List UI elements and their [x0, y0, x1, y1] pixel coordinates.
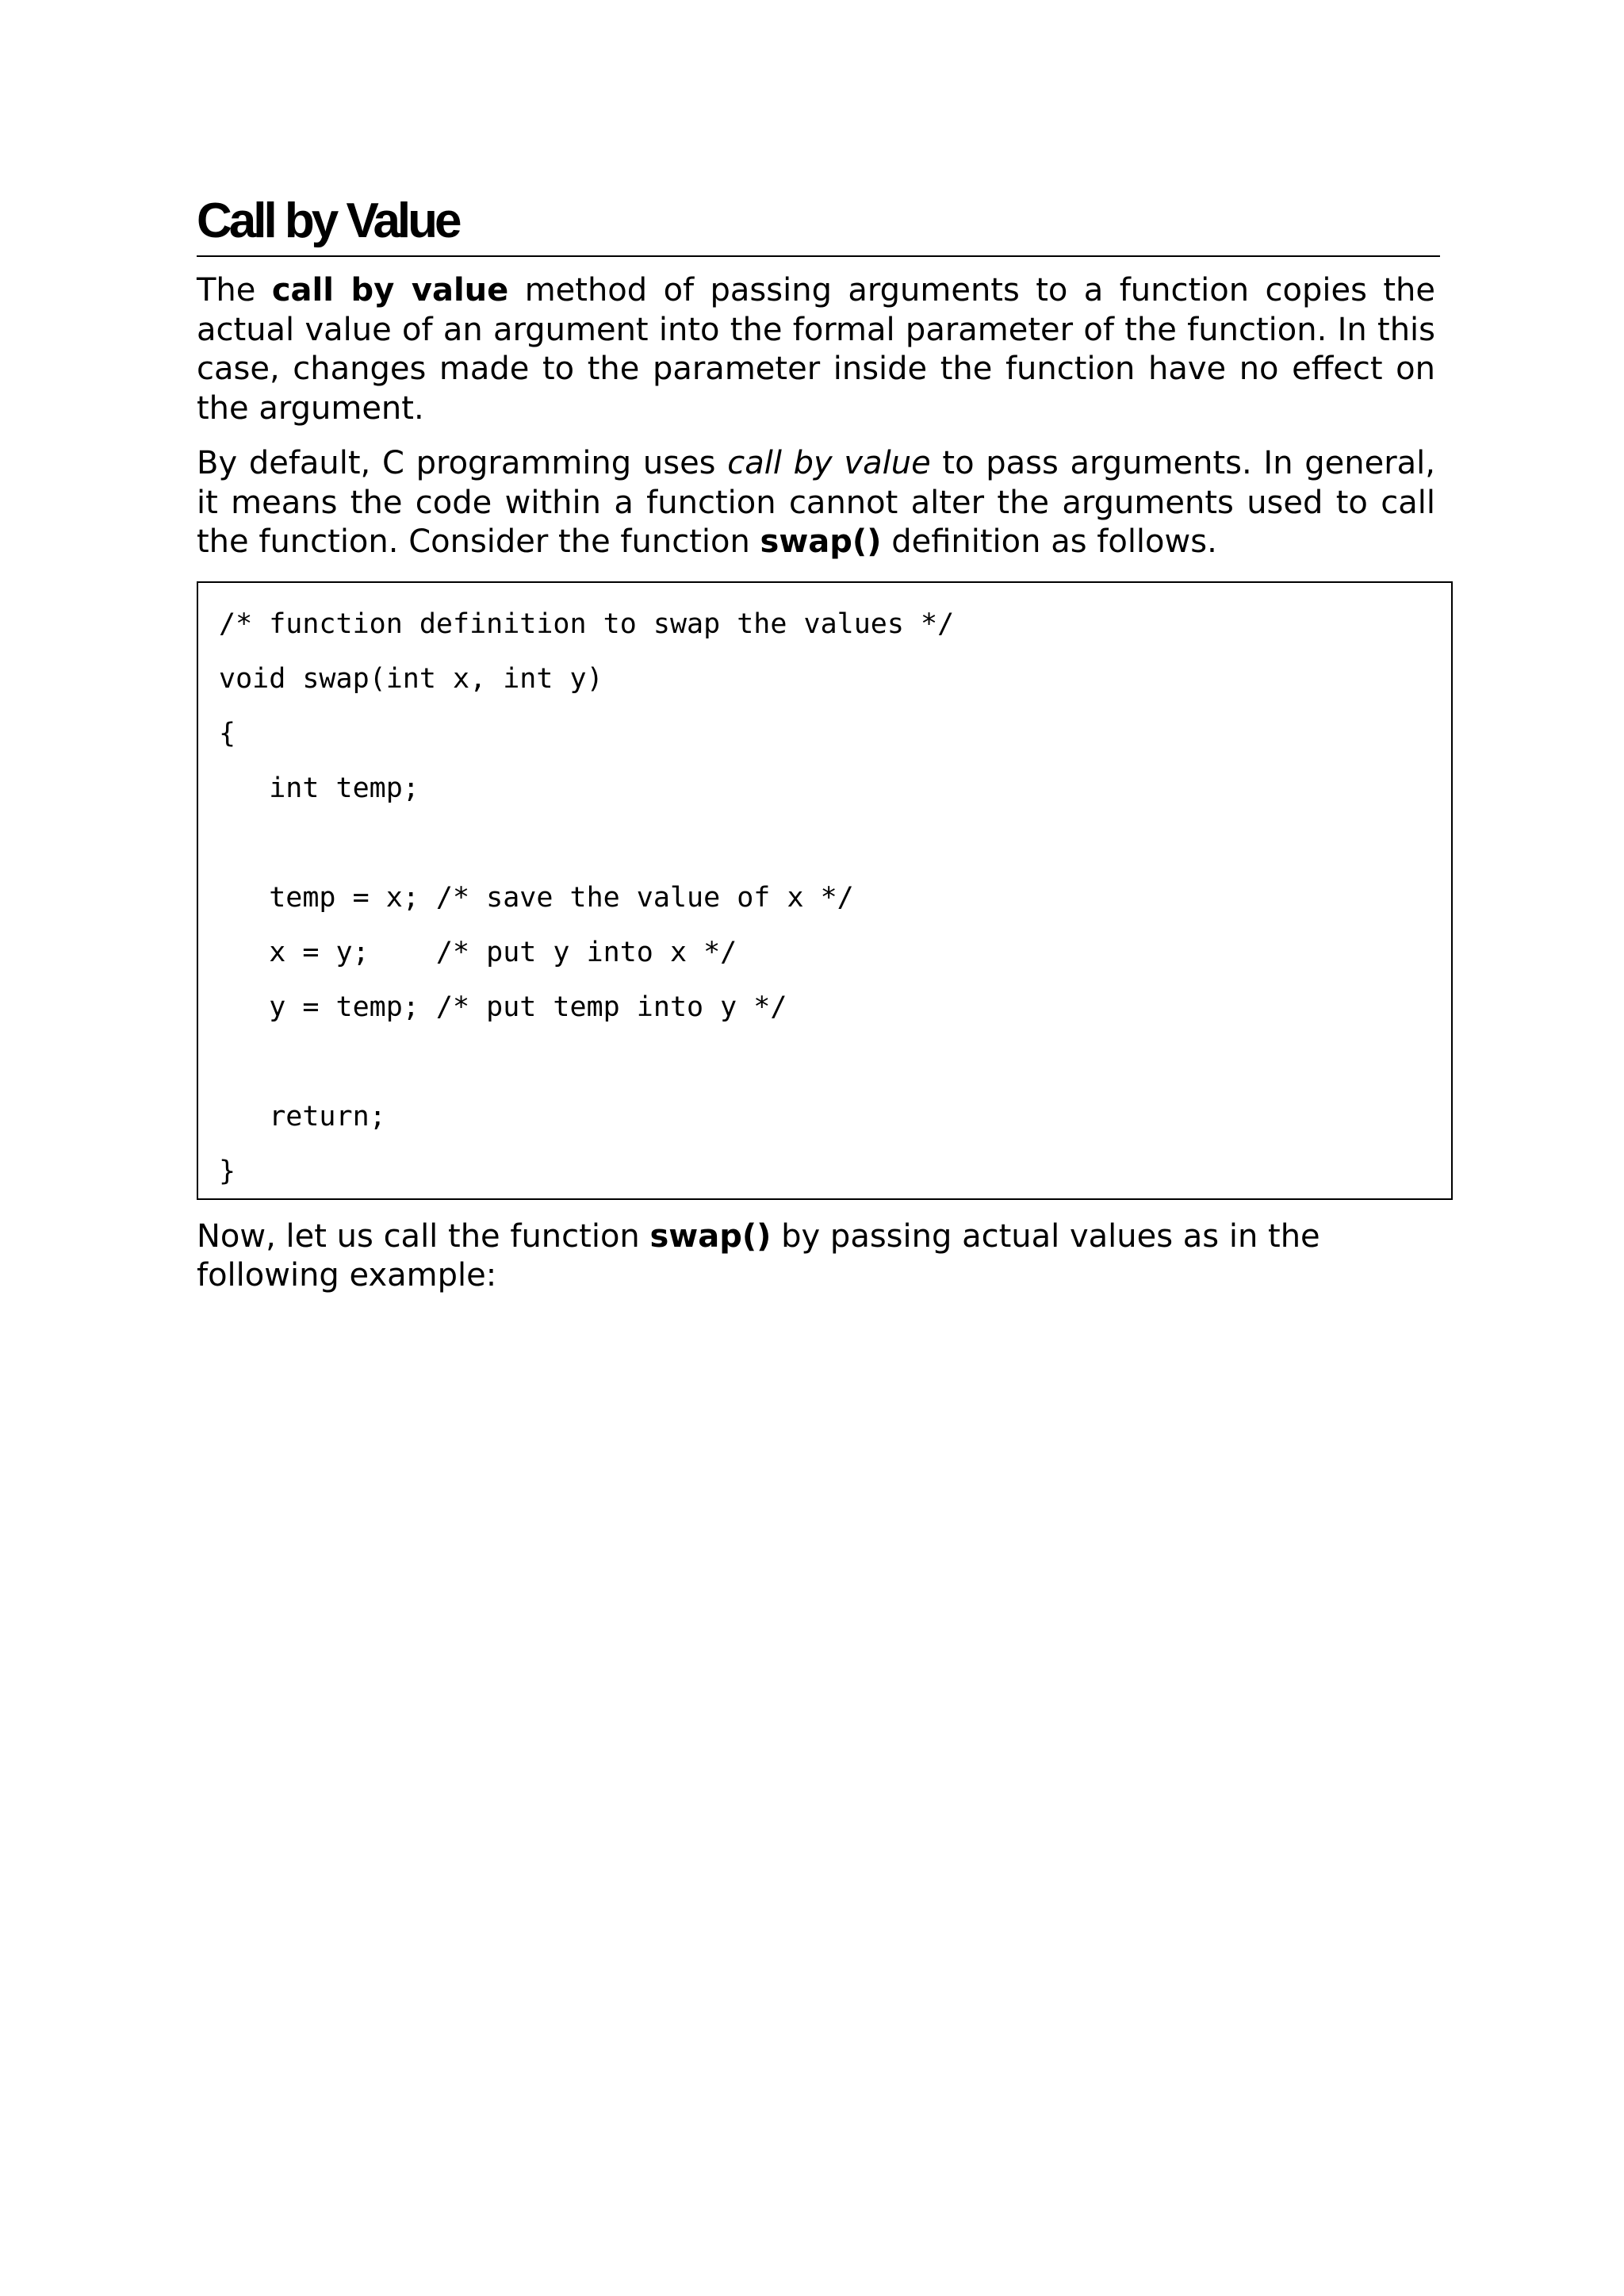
paragraph-call	[197, 1217, 1435, 1296]
document-page	[197, 190, 1435, 1296]
code-line: int temp;	[219, 772, 419, 804]
code-line: }	[219, 1155, 236, 1187]
code-line: void swap(int x, int y)	[219, 662, 603, 695]
code-line	[219, 816, 1451, 871]
text-run: method of passing arguments to a function copies the actual value of an argument into the formal parameter of the function. In this case, changes made to the parameter inside the function have no effect on the argument.	[197, 272, 1435, 427]
text-run: definition as follows.	[881, 523, 1217, 560]
text-run: By default, C programming uses	[197, 445, 728, 481]
code-line: /* function definition to swap the values */	[219, 608, 955, 640]
paragraph-intro	[197, 271, 1435, 428]
text-run: by passing actual values as in the following example:	[197, 1217, 1320, 1294]
code-line: return;	[219, 1100, 386, 1133]
code-line: x = y; /* put y into x */	[219, 936, 737, 968]
code-line: temp = x; /* save the value of x */	[219, 881, 854, 914]
italic-term: call by value	[727, 445, 931, 481]
text-run: The	[197, 272, 272, 309]
code-block	[197, 581, 1453, 1200]
bold-term: call by value	[271, 272, 509, 309]
bold-term: swap()	[649, 1217, 772, 1255]
code-line	[219, 1035, 1451, 1090]
text-run: to pass arguments. In general, it means the code within a function cannot alter the arguments used to call the function. Consider the function	[197, 445, 1435, 560]
text-run: Now, let us call the function	[197, 1217, 650, 1255]
bold-term: swap()	[760, 523, 882, 560]
section-heading: Call by Value	[197, 190, 1440, 257]
code-line: {	[219, 717, 236, 749]
code-line: y = temp; /* put temp into y */	[219, 991, 787, 1023]
paragraph-default	[197, 444, 1435, 562]
